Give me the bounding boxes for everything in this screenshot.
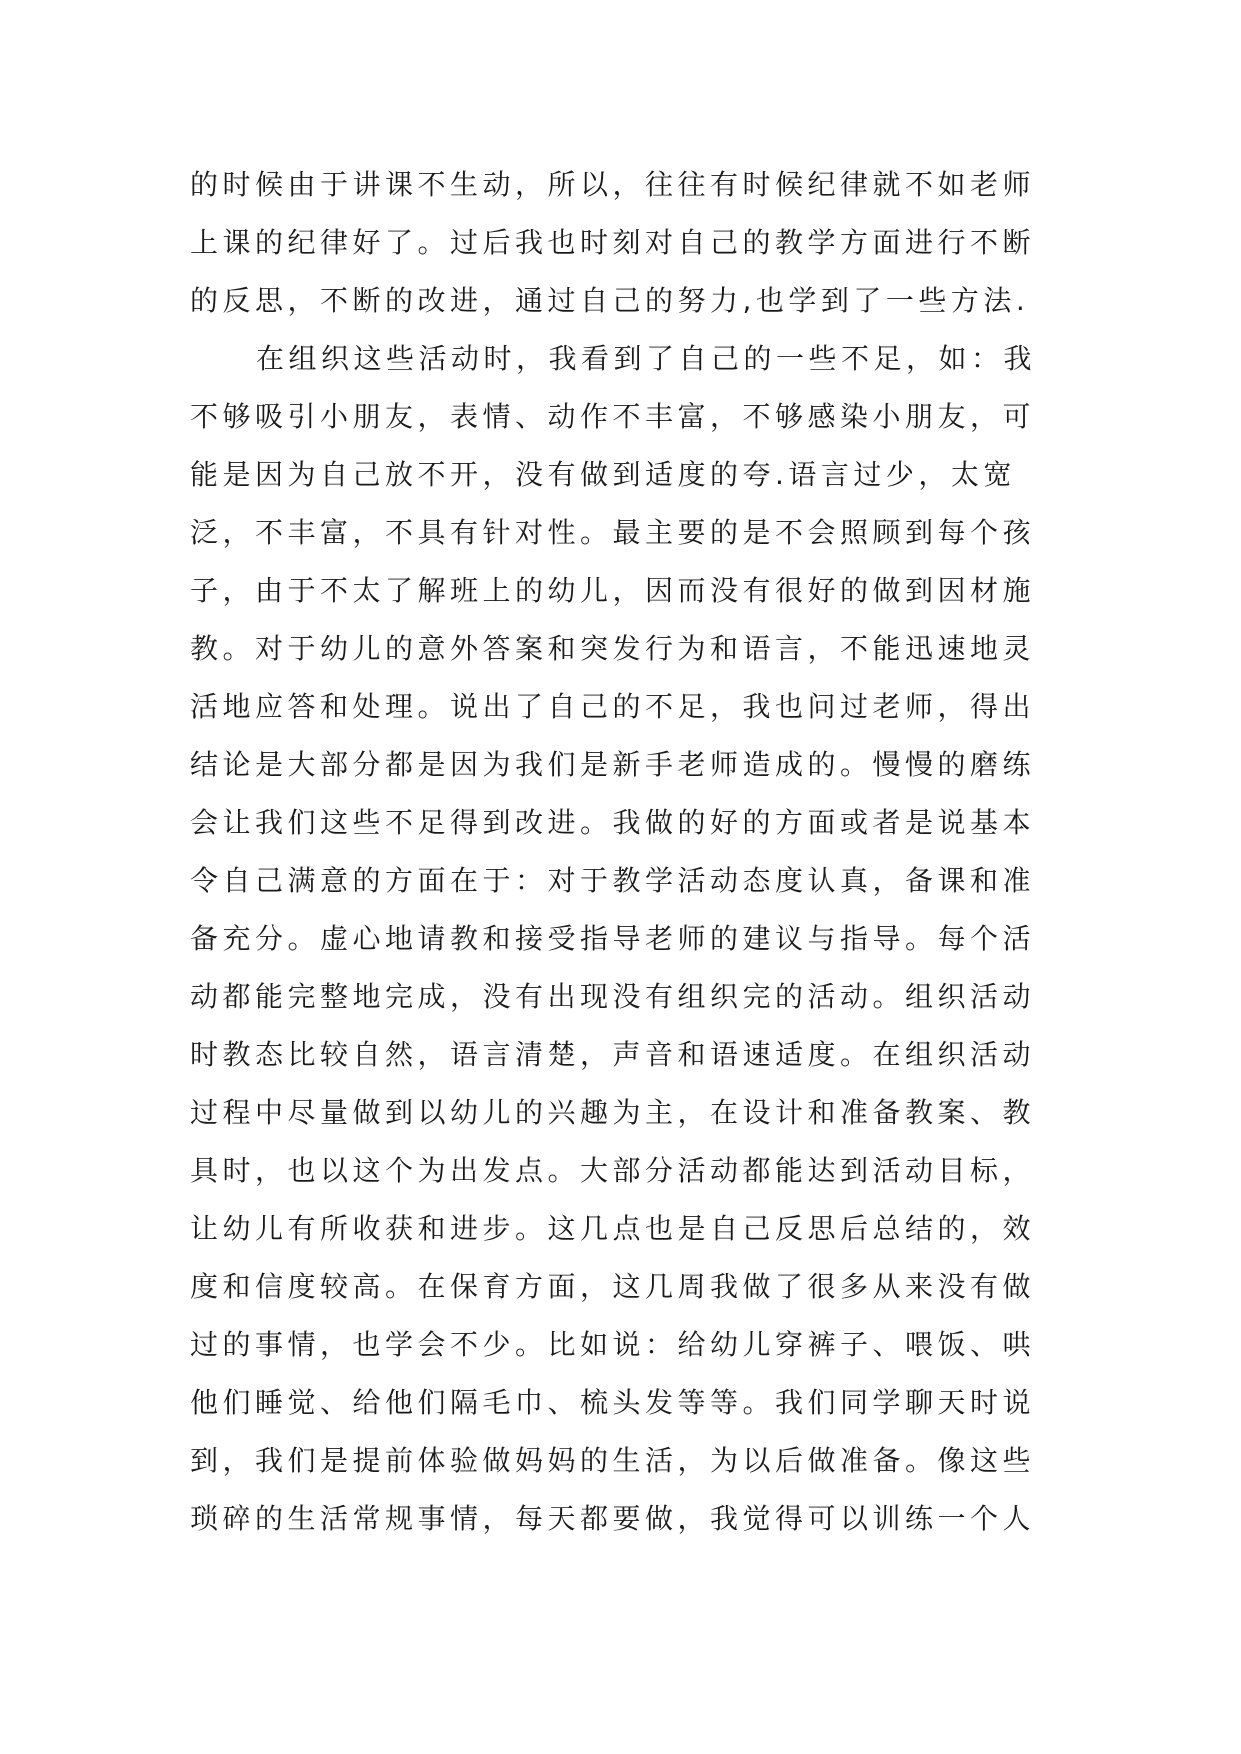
paragraph-2 [190, 330, 1070, 1548]
paragraph-line: 令自己满意的方面在于：对于教学活动态度认真，备课和准 [190, 864, 1036, 897]
paragraph-line: 上课的纪律好了。过后我也时刻对自己的教学方面进行不断 [190, 226, 1036, 259]
paragraph-1 [190, 156, 1070, 330]
paragraph-line: 结论是大部分都是因为我们是新手老师造成的。慢慢的磨练 [190, 748, 1036, 781]
paragraph-line: 能是因为自己放不开，没有做到适度的夸.语言过少，太宽 [190, 458, 1016, 491]
paragraph-line: 度和信度较高。在保育方面，这几周我做了很多从来没有做 [190, 1270, 1036, 1303]
paragraph-line: 泛，不丰富，不具有针对性。最主要的是不会照顾到每个孩 [190, 516, 1036, 549]
paragraph-line: 子，由于不太了解班上的幼儿，因而没有很好的做到因材施 [190, 574, 1036, 607]
paragraph-first-line: 在组织这些活动时，我看到了自己的一些不足，如：我 [256, 342, 1037, 375]
paragraph-line: 到，我们是提前体验做妈妈的生活，为以后做准备。像这些 [190, 1444, 1036, 1477]
paragraph-line: 具时，也以这个为出发点。大部分活动都能达到活动目标， [190, 1154, 1036, 1187]
paragraph-line: 动都能完整地完成，没有出现没有组织完的活动。组织活动 [190, 980, 1036, 1013]
paragraph-line: 琐碎的生活常规事情，每天都要做，我觉得可以训练一个人 [190, 1502, 1036, 1535]
document-body [190, 156, 1070, 1548]
paragraph-line: 时教态比较自然，语言清楚，声音和语速适度。在组织活动 [190, 1038, 1036, 1071]
paragraph-line: 让幼儿有所收获和进步。这几点也是自己反思后总结的，效 [190, 1212, 1036, 1245]
paragraph-line: 的时候由于讲课不生动，所以，往往有时候纪律就不如老师 [190, 168, 1036, 201]
paragraph-line: 过的事情，也学会不少。比如说：给幼儿穿裤子、喂饭、哄 [190, 1328, 1036, 1361]
paragraph-line: 的反思，不断的改进，通过自己的努力,也学到了一些方法. [190, 284, 1030, 317]
paragraph-line: 教。对于幼儿的意外答案和突发行为和语言，不能迅速地灵 [190, 632, 1036, 665]
paragraph-line: 过程中尽量做到以幼儿的兴趣为主，在设计和准备教案、教 [190, 1096, 1036, 1129]
paragraph-line: 备充分。虚心地请教和接受指导老师的建议与指导。每个活 [190, 922, 1036, 955]
paragraph-line: 活地应答和处理。说出了自己的不足，我也问过老师，得出 [190, 690, 1036, 723]
paragraph-line: 不够吸引小朋友，表情、动作不丰富，不够感染小朋友，可 [190, 400, 1036, 433]
paragraph-line: 会让我们这些不足得到改进。我做的好的方面或者是说基本 [190, 806, 1036, 839]
paragraph-line: 他们睡觉、给他们隔毛巾、梳头发等等。我们同学聊天时说 [190, 1386, 1036, 1419]
